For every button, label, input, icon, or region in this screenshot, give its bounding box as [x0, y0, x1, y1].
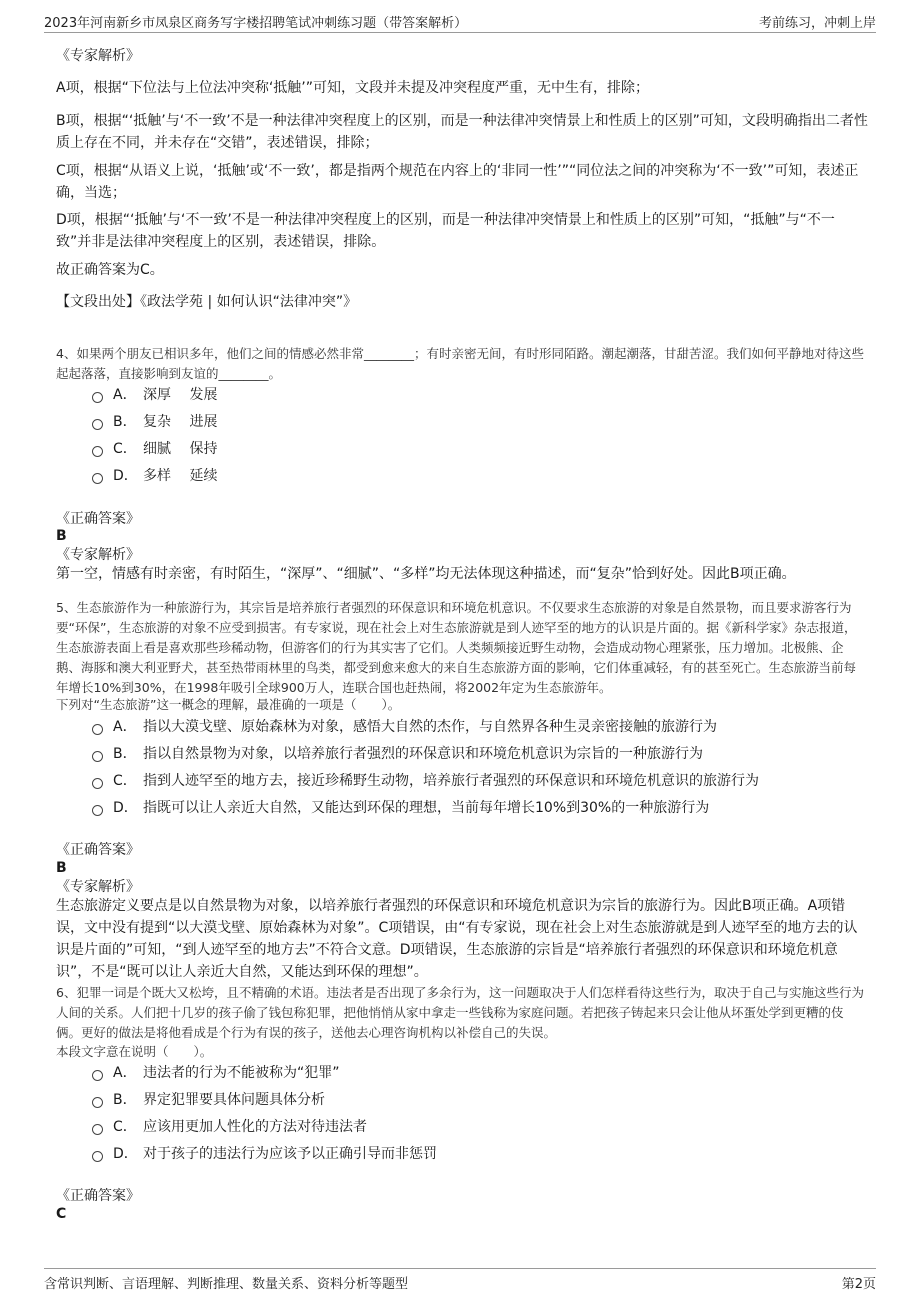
q3-analysis-d: D项，根据“‘抵触’与‘不一致’不是一种法律冲突程度上的区别，而是一种法律冲突情景上和性质上的区别”可知，“抵触”与“不一致”并非是法律冲突程度上的区别，表述错误，排除。	[56, 212, 835, 250]
q5-answer: B	[56, 860, 67, 876]
radio-icon[interactable]	[92, 724, 103, 735]
radio-icon[interactable]	[92, 392, 103, 403]
radio-icon[interactable]	[92, 1097, 103, 1108]
q6-option-b[interactable]: B． 界定犯罪要具体问题具体分析	[92, 1089, 325, 1111]
q6-option-a[interactable]: A． 违法者的行为不能被称为“犯罪”	[92, 1062, 340, 1084]
q5-analysis: 生态旅游定义要点是以自然景物为对象，以培养旅行者强烈的环保意识和环境危机意识为宗旨的旅游行为。因此B项正确。A项错误，文中没有提到“以大漠戈壁、原始森林为对象”。C项错误，由“有专家说，现在社会上对生态旅游就是到人迹罕至的地方去的认识是片面的”可知，“到人迹罕至的地方去”不符合文意。D项错误，生态旅游的宗旨是“培养旅行者强烈的环保意识和环境危机意识”，不是“既可以让人亲近大自然，又能达到环保的理想”。	[56, 898, 858, 980]
radio-icon[interactable]	[92, 446, 103, 457]
q6-question: 本段文字意在说明（ ）。	[56, 1044, 213, 1059]
q5-stem: 5、生态旅游作为一种旅游行为，其宗旨是培养旅行者强烈的环保意识和环境危机意识。不仅要求生态旅游的对象是自然景物，而且要求游客行为要“环保”，生态旅游的对象不应受到损害。有专家说，现在社会上对生态旅游就是到人迹罕至的地方的认识是片面的。据《新科学家》杂志报道，生态旅游表面上看是喜欢那些珍稀动物，但游客们的行为其实害了它们。人类频频接近野生动物，会造成动物心理紧张，压力增加。北极熊、企鹅、海豚和澳大利亚野犬，甚至热带雨林里的鸟类，都受到愈来愈大的来自生态旅游方面的影响，它们体重减轻，有的甚至死亡。生态旅游当前每年增长10%到30%，在1998年吸引全球900万人，连联合国也赶热闹，将2002年定为生态旅游年。	[56, 600, 857, 695]
radio-icon[interactable]	[92, 751, 103, 762]
q3-source: 【文段出处】《政法学苑 | 如何认识“法律冲突”》	[56, 294, 358, 310]
q5-answer-label: 《正确答案》	[56, 842, 140, 858]
q4-answer: B	[56, 528, 67, 544]
q4-analysis: 第一空，情感有时亲密，有时陌生，“深厚”、“细腻”、“多样”均无法体现这种描述，而“复杂”恰到好处。因此B项正确。	[56, 566, 796, 582]
radio-icon[interactable]	[92, 805, 103, 816]
footer-topics: 含常识判断、言语理解、判断推理、数量关系、资料分析等题型	[44, 1277, 409, 1292]
q4-stem: 4、如果两个朋友已相识多年，他们之间的情感必然非常________；有时亲密无间，有时形同陌路。潮起潮落，甘甜苦涩。我们如何平静地对待这些起起落落，直接影响到友谊的________。	[56, 346, 864, 381]
q5-option-b[interactable]: B． 指以自然景物为对象，以培养旅行者强烈的环保意识和环境危机意识为宗旨的一种旅游行为	[92, 743, 703, 765]
radio-icon[interactable]	[92, 1124, 103, 1135]
q5-question: 下列对“生态旅游”这一概念的理解，最准确的一项是（ ）。	[56, 697, 401, 712]
q6-stem: 6、犯罪一词是个既大又松垮，且不精确的术语。违法者是否出现了多余行为，这一问题取决于人们怎样看待这些行为，取决于自己与实施这些行为人间的关系。人们把十几岁的孩子偷了钱包称犯罪，把他悄悄从家中拿走一些钱称为家庭问题。若把孩子铸起来只会让他从坏蛋处学到更糟的伎俩。更好的做法是将他看成是个行为有误的孩子，送他去心理咨询机构以补偿自己的失误。	[56, 985, 864, 1040]
page-number: 第2页	[841, 1277, 876, 1292]
q5-option-d[interactable]: D． 指既可以让人亲近大自然，又能达到环保的理想，当前每年增长10%到30%的一种旅游行为	[92, 797, 709, 819]
radio-icon[interactable]	[92, 419, 103, 430]
q6-answer-label: 《正确答案》	[56, 1188, 140, 1204]
q6-option-d[interactable]: D． 对于孩子的违法行为应该予以正确引导而非惩罚	[92, 1143, 437, 1165]
q3-analysis-b: B项，根据“‘抵触’与‘不一致’不是一种法律冲突程度上的区别，而是一种法律冲突情景上和性质上的区别”可知，文段明确指出二者性质上存在不同，并未存在“交错”，表述错误，排除；	[56, 113, 868, 151]
header-slogan: 考前练习，冲刺上岸	[758, 16, 876, 31]
q4-option-d[interactable]: D． 多样 延续	[92, 465, 217, 487]
q4-analysis-label: 《专家解析》	[56, 547, 140, 563]
radio-icon[interactable]	[92, 778, 103, 789]
page-header	[44, 10, 876, 33]
radio-icon[interactable]	[92, 1070, 103, 1081]
q5-analysis-label: 《专家解析》	[56, 879, 140, 895]
q3-analysis-a: A项，根据“下位法与上位法冲突称‘抵触’”可知，文段并未提及冲突程度严重，无中生有，排除；	[56, 80, 649, 96]
q5-option-c[interactable]: C． 指到人迹罕至的地方去，接近珍稀野生动物，培养旅行者强烈的环保意识和环境危机意识的旅游行为	[92, 770, 759, 792]
q4-option-c[interactable]: C． 细腻 保持	[92, 438, 217, 460]
radio-icon[interactable]	[92, 473, 103, 484]
q6-option-c[interactable]: C． 应该用更加人性化的方法对待违法者	[92, 1116, 367, 1138]
q4-option-b[interactable]: B． 复杂 进展	[92, 411, 217, 433]
q3-analysis-label: 《专家解析》	[56, 48, 140, 64]
radio-icon[interactable]	[92, 1151, 103, 1162]
q3-conclusion: 故正确答案为C。	[56, 262, 164, 278]
q3-analysis-c: C项，根据“从语义上说，‘抵触’或‘不一致’，都是指两个规范在内容上的‘非同一性’”“同位法之间的冲突称为‘不一致’”可知，表述正确，当选；	[56, 163, 859, 201]
document-title: 2023年河南新乡市凤泉区商务写字楼招聘笔试冲刺练习题（带答案解析）	[44, 16, 468, 31]
q4-option-a[interactable]: A． 深厚 发展	[92, 384, 217, 406]
q6-answer: C	[56, 1206, 67, 1222]
q5-option-a[interactable]: A． 指以大漠戈壁、原始森林为对象，感悟大自然的杰作，与自然界各种生灵亲密接触的旅游行为	[92, 716, 717, 738]
page-footer	[44, 1268, 876, 1291]
q4-answer-label: 《正确答案》	[56, 511, 140, 527]
